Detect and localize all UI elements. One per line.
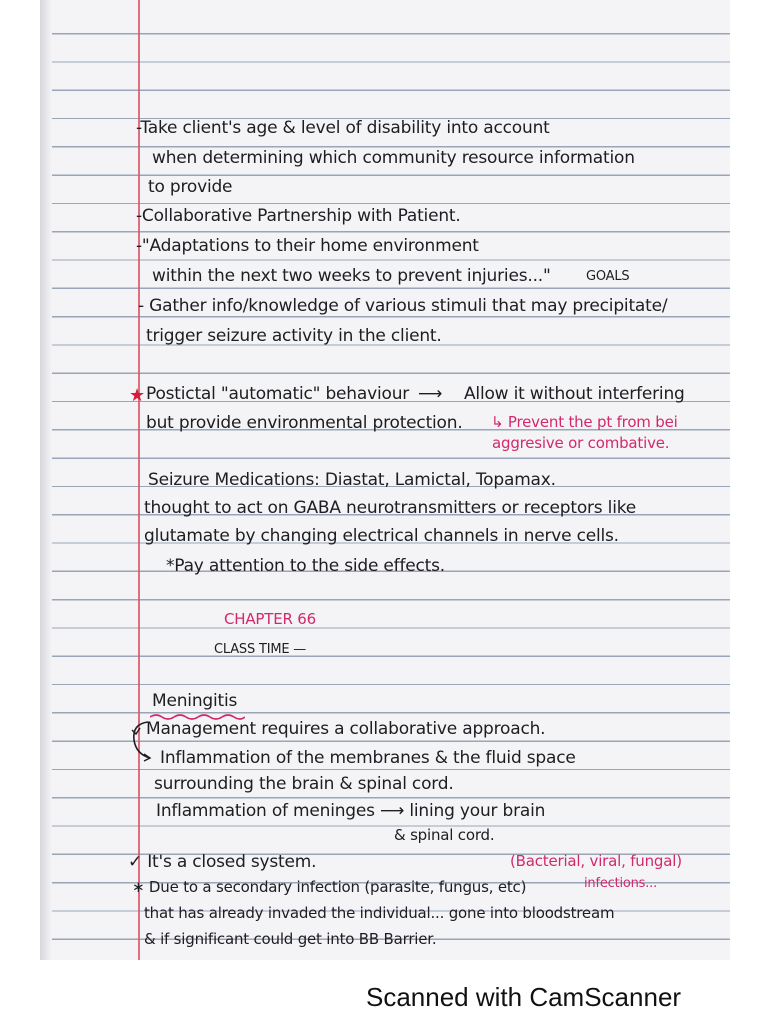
note-line: thought to act on GABA neurotransmitters or receptors like [144,498,637,518]
note-line: & if significant could get into BB Barrier. [144,930,437,948]
note-line: within the next two weeks to prevent injuries..." [152,266,551,286]
note-line: Inflammation of meninges ⟶ lining your brain [156,801,546,821]
note-line: when determining which community resource information [152,148,635,168]
note-line: - Gather info/knowledge of various stimuli that may precipitate/ [138,296,668,316]
note-line: but provide environmental protection. [146,413,463,433]
note-line: *Pay attention to the side effects. [166,556,445,576]
note-line: to provide [148,177,233,197]
note-line: -Take client's age & level of disability into account [136,118,550,138]
note-line: Seizure Medications: Diastat, Lamictal, Topamax. [148,470,556,490]
margin-line [138,0,140,960]
page-binding [40,0,52,960]
note-line: Allow it without interfering [464,384,685,404]
class-time: CLASS TIME — [214,642,307,657]
note-line: ∗ Due to a secondary infection (parasite, fungus, etc) [132,878,527,896]
note-line: Inflammation of the membranes & the fluid space [160,748,576,768]
note-line: Management requires a collaborative approach. [146,719,546,739]
arrow-right-icon: ⟶ [418,384,443,404]
note-line: -"Adaptations to their home environment [136,236,479,256]
note-line: glutamate by changing electrical channels in nerve cells. [144,526,619,546]
note-line: surrounding the brain & spinal cord. [154,774,454,794]
chapter-heading: CHAPTER 66 [224,610,316,628]
note-line: Postictal "automatic" behaviour [146,384,410,404]
scanner-watermark: Scanned with CamScanner [366,982,682,1012]
pink-note: infections... [584,876,658,891]
meningitis-heading: Meningitis [152,691,238,711]
note-line: that has already invaded the individual... gone into bloodstream [144,904,615,922]
star-icon: ★ [129,385,145,406]
note-line: ✓ It's a closed system. [128,852,317,872]
notebook-page [40,0,730,960]
note-line: -Collaborative Partnership with Patient. [136,206,461,226]
pink-note: aggresive or combative. [492,434,670,452]
pink-note: ↳ Prevent the pt from bei [491,413,678,431]
note-line: trigger seizure activity in the client. [146,326,442,346]
goals-label: GOALS [586,269,630,284]
pink-note: (Bacterial, viral, fungal) [510,852,682,870]
note-line: & spinal cord. [394,826,495,844]
